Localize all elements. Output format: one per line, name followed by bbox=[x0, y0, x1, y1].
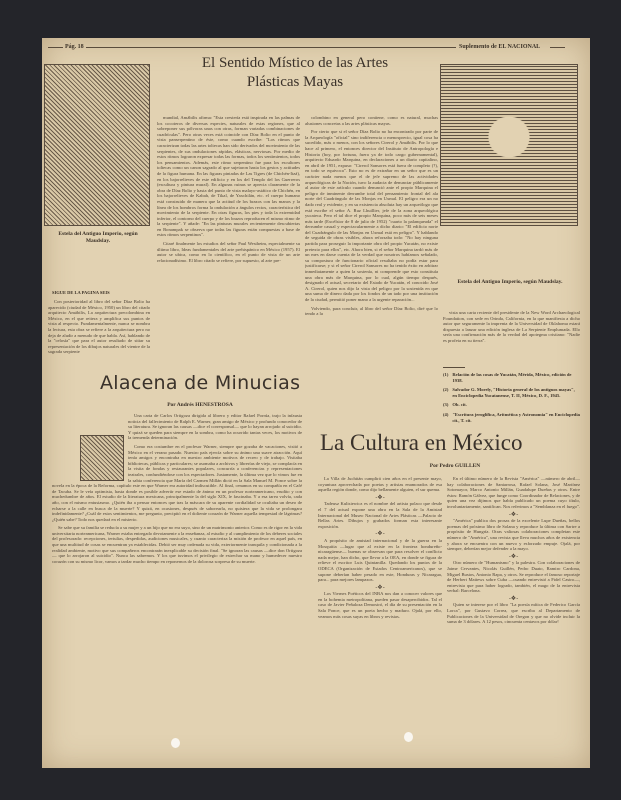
ornament-divider: -❖- bbox=[508, 511, 519, 518]
paragraph: Otro número de "Humanismo" y la palestra. Con colaboraciones de Jaime Cervantes, Nicolás Guillén, Pedro Duato, Ramiro Cardona, Miguel Bustos, Antonio Rapa, y otros. Se reproduce el famoso reportaje de Herbert Mattews sobre Cuba —cuando entrevistó a Fidel Castro—, entrevista que para haber logrado, también, el mago de la entrevista verbal: Barcelona. bbox=[447, 560, 580, 594]
maya-stela-image-left bbox=[44, 64, 150, 226]
image-caption-right: Estela del Antiguo Imperio, según Maudslay. bbox=[457, 279, 563, 285]
paragraph: Los Viernes Poéticos del INBA nos dan a conocer valores que en la bohemia metropolitana, pueden pasar desapercibidos. Tal el caso de Javier Peñaloza Demostró, el día de su presentación en la Sala Ponce, que es un poeta hecho y maduro. Ojalá, por ello, veamos más cosas suyas en libros y revistas. bbox=[318, 591, 442, 619]
article-column bbox=[52, 413, 302, 753]
ornament-divider: -❖- bbox=[375, 494, 385, 501]
maya-stela-image-right bbox=[440, 64, 578, 226]
ornament-divider: -❖- bbox=[508, 595, 519, 602]
illustration-image bbox=[80, 435, 124, 481]
image-caption-left: Estela del Antiguo Imperio, según Maudslay. bbox=[58, 231, 138, 244]
footnote: (2) Salvador G. Morely, "Historia general de los antiguos mayas", en Enciclopedia Yucatanense, T. II, México, D. F., 1945. bbox=[443, 387, 575, 398]
article-column bbox=[447, 476, 580, 726]
ornament-divider: -❖- bbox=[375, 531, 385, 538]
paragraph: Tadeusz Kulisiewicz es el nombre del artista polaco que desde el 7 del actual expone una obra en la Sala de la Amistad Internacional del Museo Nacional de Artes Plásticas —Palacio de Bellas Artes. Dibujos y grabados forman esta interesante exposición. bbox=[318, 501, 442, 529]
paragraph: colombino en general pero contiene, como es natural, muchas alusiones concretas a las artes plásticas mayas. bbox=[305, 115, 438, 126]
paragraph: Volviendo, para concluir, al libro del señor Díaz Bolio, diré que lo tendo a la bbox=[305, 305, 438, 317]
paragraph: A propósito de amistad internacional y de la guerra en la Mosquitia —lugar que al existe en la frontera hondureño-nicaragüense— buenas se observan que para resolver el conflicto nada mejor, han dicho, que llevar a la OEA, en donde se figura de relieve el escritor Luis Quintanilla. Quedando los puntos de la ODECA (Organización de Estados Centroamericanos), que se supone deberían haber pesado en este, Honduras y Nicaragua, para... para mejores lampazos. bbox=[318, 537, 442, 583]
punch-hole bbox=[404, 732, 413, 742]
paragraph: Se sabe que su familia se reducía a su mujer y a un hijo que no era suyo, sino de un matrimonio anterior. Como es de rigor en la vida universitaria norteamericana, Warner estaba entregado devotamente a la enseñanza, al estudio y al cumplimiento de los deberes sociales del profesorado: recepciones, tertulias, despedidas, audiciones musicales, y cuanto caracteriza la misión de profesor en aquel país, en que una multitud de cosas se encuentran ya establecidas. Debió ser muy ordenada su vida, exteriormente tranquila y condicionada a la realidad ambiente, motivo que sus compañeros encontrarán inexplicable su decisión final. "Se ignoran las causas —dice don Ortigoza— que lo arrojaron al suicidio". Nunca las sabremos. Y los que tuvimos el privilegio de estrechar su mano y humedecer nuestro corazón con su mismo licor, vamos a tardar mucho tiempo en reponernos de la dolorosa sorpresa de su muerte. bbox=[52, 525, 302, 564]
header-rule bbox=[48, 47, 63, 48]
title-line: Plásticas Mayas bbox=[246, 74, 344, 90]
article-title-cultura: La Cultura en México bbox=[320, 430, 523, 455]
article-column bbox=[157, 115, 300, 365]
article-column bbox=[443, 310, 580, 347]
punch-hole bbox=[171, 738, 180, 748]
paragraph: En el último número de la Revista "América" —número de abril— hay colaboraciones de Santarrosa, Rafael Solana, José Martínez Sotomayor, Marco Antonio Millán, Guadalupe Dueñas y otros. Entre éstos: Ramón Gálvez, que funge como Coordinador de Relaciones, y de quien una vez dijimos que había publicado un poema cuyo título, involuntariamente, santifican. Nos referimos a "Semblanza en el fuego". bbox=[447, 476, 580, 509]
paragraph: Como era costumbre en el profesor Warner, siempre que gozaba de vacaciones, visitó a México en el verano pasado. Nuestro país ejercía sobre su ánimo una suave atracción. Aquí tenía amigos y encontraba en nuestro ambiente motivos de recreo y de trabajo. Visitaba bibliotecas, públicas y particulares; se asomaba a archivos y librerías de viejo, se complacía en la visita de fondas y restaurantes populares, concurría a conferencias y representaciones teatrales, confundiéndose con los espectadores. Justamente, la última vez que lo vimos fue en la sabia conferencia que María del Carmen Millán dictó en la Sala Manuel M. Ponce sobre la novela en la época de la Reforma, capítulo este en que Warner era autoridad indiscutible. Al final, cenamos en su compañía en el Café de Tacuba. Se le veía optimista, hasta donde es posible advertir ese estado de ánimo en un profesor norteamericano, erudito y con muchedumbre de años. El estudio de la literatura mexicana, principalmente la del siglo XIX, le fascinaba. Y a esa tarea volvía, cada año, con el mismo entusiasmo. ¿Quién iba a pensar entonces que tras la máscara de su aparente cordialidad se ocultaba un deseo de echarse a la calle en busca de la muerte? Y quizá, en ocasiones, después de saborearla, no quisiera que la vida se prolongara indefinidamente? ¿Cuál de estos sentimientos, me pregunto, precipitó en el doliente corazón de Warner aquella tempestad de lágrimas? ¿Quién sabe? Todo nos quedará en el misterio. bbox=[52, 443, 302, 522]
article-title-mayas bbox=[150, 54, 440, 92]
page-number: Pág. 18 bbox=[65, 44, 84, 50]
paragraph: Quien se interese por el libro "La poesía mítica de Federico García Lorca", por Gustavo Correa, que escriba al Departamento de Publicaciones de la Universidad de Oregon y que no olvide incluir la suma de 3 dólares. A 12 pesos, cincuenta centavos por dólar! bbox=[447, 602, 580, 625]
header-rule bbox=[550, 47, 565, 48]
footnote: (3) Ob. cit. bbox=[443, 402, 467, 408]
byline: Por Andrés HENESTROSA bbox=[167, 402, 233, 408]
footnote: (4) "Escritura jeroglífica, Aritmética y Astronomía" en Enciclopedia cit., T. cit. bbox=[443, 411, 580, 423]
paragraph: Por cierto que si el señor Díaz Bolio no ha encontrado por parte de la Arqueología "oficial" sino indiferencia o menosprecio, igual cosa ha sucedido, más o menos, con los señores Cirerol y Amábilis. Por lo que hace al primero, el entonces director del Instituto de Antropología e Historia (hoy, por fortuna, fuera ya de todo cargo gubernamental), arquitecto Eduardo Marquina, en declaraciones a un diario capitalino, en abril de 1951, expuso: "Cirerol Sansores está fuera de completo (?), en todo se equivoca". Esto no es de extrañar en un señor que es un carácter nada menos que el de jefe supremo de las actividades arqueológicas de la Nación, tuvo la audacia de denunciar públicamente al autor de este artículo cuando denunció ante el propio Marquina el peligro de inminente derrumbe total del pensamiento frontal del ala norte del Cuadrángulo de las Monjas en Uxmal. El peligro era un no dado real y evidente, y en su existencia absoluta hay un arqueólogo que está escribe el señor A. Ruz Lhuillier, jefe de la zona arqueológica yucateca. Pero el tal dice el propio Marquina, poco más de seis meses más tarde (Excélsior de 8 de julio de 1952) "cuarto la palanqueada" el derrumbe casual y espectacularmente a dicho diario: "El edificio norte del Cuadrángulo de las Monjas en Uxmal está en peligro". Y hablando de seguida de obras visibles, ahora reforzaba todo: "No hay ninguna partida para proseguir la importante obra del propio Yucatán, no existe pretexto para ellos", etc. Ahora bien, si el señor Marquina tardó más de un mes en darse cuenta de la verdad que nosotros habíamos señalado, su compostura de funcionario oficial resultaba no podía estar para justificarse; y si el señor Cirerol Sansores no ha tenido éxito en arbitrar inmediatamente a quien la sostenía, ni comprende que esto constituía una obra más de Marquina, por lo cual, algún tiempo después, designado el actual, secretario del Estado de Yucatán, el conocido José A. Cirerol, quien nos dijo la vista del peligro por la sostenida en que una suma de dinero dada por los fondos de un tado por una institución de la ciudad, permitió poner mano a la urgente reparación... bbox=[305, 129, 438, 302]
byline: Por Pedro GUILLEN bbox=[429, 463, 481, 469]
article-title-alacena: Alacena de Minucias bbox=[100, 372, 301, 394]
ornament-divider: -❖- bbox=[508, 553, 519, 560]
paragraph: "América" publica dos prosas de la excelente Lupe Dueñas, bellos poemas del próximo libro de Solana y reproduce la última con Sartre a propósito de Hungría. Otras valiosas colaboraciones completan este número de "América", una revista que lleva muchos años de existencia y ahora se encuentra con un nuevo y esforzado empuje. Ojalá, por siempre, deberían mejor defender a la mayo. bbox=[447, 518, 580, 552]
paragraph: mundial, Amábilis afirma: "Esta crestería está inspirada en las palmas de los cocoteros de diversas especies, naturales de estas regiones, que al sobreponer sus pólvoras unas con otras, forman variadas combinaciones de cuadrículas". Pero otras veces está coincide con Díaz Bolio en el punto de vista panserpentino de éste, como cuando escribe: "Los ritmos que caracterizan todas las artes toltecas han sido derivados del movimiento de las serpientes, de sus ondulaciones rápidas, elásticas, nerviosas. Por medio de estos ritmos lograron expresar todas las formas, todos los sentimientos, todos los pensamientos. Además, este ritmo serpentino fue para los escultores toltecas como un canon sagrado al que sujetaron hasta los gestos y actitudes de la figura humana. En las figuras pintadas de Las Tigres (de Chichén-Itzá), en los bajorrelieves de este edificio y en los del Templo del los Guerreros (escultura y pintura mural). En algunas ruinas se aprecia claramente de la obra de Díaz Bolio y hasta del punto de vista malayo-asiático de Chichén, en los bajorrelieves de Kabah, de Tikal, de Yaxchilán, etc. el cuerpo humano está construido de manera que la actitud de los brazos con las manos y la línea de los hombros forma la ondulación a ángulos rectos, característica del movimiento de la serpiente. En otras figuras, los pies y toda la extremidad inferior, el contorno del cuerpo y de los brazos reproducen el mismo ritmo de la serpiente". Y añade: "En las pinturas murales recientemente descubiertas en Bonampak se observa que todas las figuras están compuestas a base de estos ritmos serpentinos". bbox=[157, 115, 300, 238]
supplement-name: Suplemento de EL NACIONAL bbox=[459, 44, 541, 50]
article-column bbox=[48, 299, 150, 358]
header-rule bbox=[86, 47, 456, 48]
ornament-divider: -❖- bbox=[375, 584, 385, 591]
article-column bbox=[318, 476, 442, 726]
title-line: El Sentido Místico de las Artes bbox=[201, 55, 389, 71]
paragraph: Con posterioridad al libro del señor Díaz Bolio ha aparecido (ciudad de México, 1950) un libro del citado arquitecto Amábilis, La arquitectura precolombina en México, en el que reitera y amplifica sus puntos de vista al respecto. Fundamentalmente, nunca se nombra la lectura, esta obra se refiere a la arquitectura pero no deja de aludir a menudo de que habla. Así, hablando de la "celosía" que para el autor resultado de sitiar su representación de los dibujos naturales del vientre de la sagrada serpiente bbox=[48, 299, 150, 355]
paragraph: La Villa de Juchitán cumplirá cien años en el presente mayo, coyuntura aprovechada por poetas y artistas enamorados de esa aquella región donde, como dijo bellamente alguien, el sur quema. bbox=[318, 476, 442, 493]
footnotes bbox=[443, 372, 580, 427]
article-column bbox=[305, 115, 438, 415]
paragraph: vista una carta reciente del presidente de la New Word Archaeological Foundation, con sede en Orinda, California, en la que manifiesta a dicho autor que seguramente la imprenta de la Universidad de Oklahoma estará dispuesta a lanzar una edición inglesa de La Serpiente Emplumada. Ello sería una confirmación más de la verdad del apotegma cristiano: "Nadie es profeta en su tierra". bbox=[443, 310, 580, 343]
footnote: (1) Relación de las cosas de Yucatán, Mérida, México, edición de 1938. bbox=[443, 372, 572, 383]
footnote-rule bbox=[443, 367, 465, 368]
paragraph: Citaré finalmente los estudios del señor Paul Westheim, especialmente su último libro, Ideas fundamentales del arte prehispánico en México (1957). El autor se ubica, como en lo científico, en el punto de vista de un arte relacionadísimo. El libro citado se refiere, por supuesto, al arte pre- bbox=[157, 241, 300, 263]
paragraph: Una carta de Carlos Ortigoza dirigida al librero y editor Rafael Porrúa, trajo la infausta noticia del fallecimiento de Ralph E. Warner, gran amigo de México y profundo conocedor de su literatura. Se ignoran las causas —dice el corresponsal— que lo hayan arrojado al suicidio. Y quizá se queden para siempre en la sombra, como ha ocurrido tantas veces, los motivos de la tremenda determinación. bbox=[128, 413, 302, 441]
continued-note: SIGUE DE LA PAGINA SEIS bbox=[52, 290, 110, 295]
